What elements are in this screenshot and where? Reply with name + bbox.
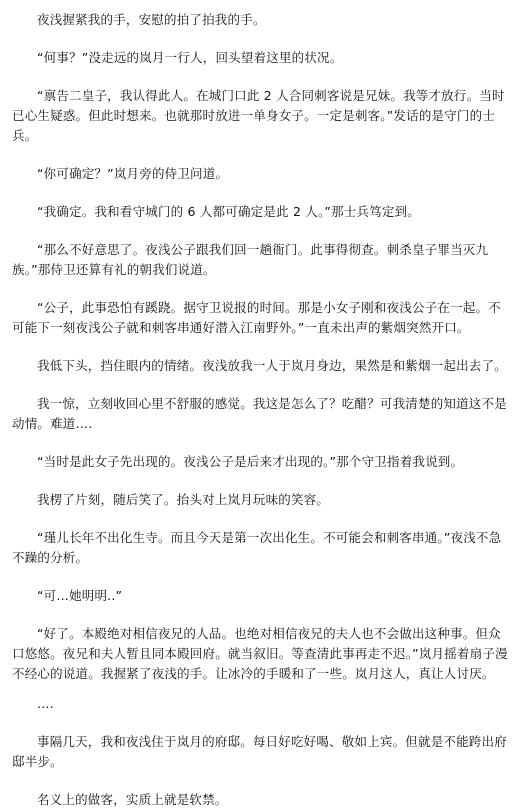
paragraph: 我低下头，挡住眼内的情绪。夜浅放我一人于岚月身边，果然是和紫烟一起出去了。: [37, 358, 507, 373]
paragraph: “好了。本殿绝对相信夜兄的人品。也绝对相信夜兄的夫人也不会做出这种事。但众口悠悠。夜兄和夫人暂且同本殿回府。就当叙旧。等查清此事再走不迟。”岚月摇着扇子漫不经心的说道。我握紧了夜浅的手。让冰冷的手暖和了一些。岚月这人，真让人讨厌。: [12, 626, 508, 681]
ellipsis-paragraph: ….: [37, 696, 54, 711]
paragraph: 事隔几天，我和夜浅住于岚月的府邸。每日好吃好喝、敬如上宾。但就是不能跨出府邸半步。: [12, 734, 507, 769]
paragraph: “公子，此事恐怕有蹊跷。据守卫说报的时间。那是小女子刚和夜浅公子在一起。不可能下一刻夜浅公子就和刺客串通好潜入江南野外。”一直未出声的紫烟突然开口。: [12, 300, 501, 335]
paragraph: “瑾儿长年不出化生寺。而且今天是第一次出化生。不可能会和刺客串通。”夜浅不急不躁的分析。: [12, 530, 502, 565]
paragraph: “当时是此女子先出现的。夜浅公子是后来才出现的。”那个守卫指着我说到。: [37, 454, 464, 469]
paragraph: 名义上的做客，实质上就是软禁。: [37, 792, 228, 807]
paragraph: 我一惊，立刻收回心里不舒服的感觉。我这是怎么了？吃醋？可我清楚的知道这不是动情。难道….: [12, 396, 507, 431]
paragraph: “那么不好意思了。夜浅公子跟我们回一趟衙门。此事得彻查。刺杀皇子罪当灭九族。”那侍卫还算有礼的朝我们说道。: [12, 242, 489, 277]
paragraph: “你可确定？”岚月旁的侍卫问道。: [37, 166, 229, 181]
paragraph: “何事？”没走远的岚月一行人，回头望着这里的状况。: [37, 50, 343, 65]
paragraph: 我楞了片刻，随后笑了。抬头对上岚月玩味的笑容。: [37, 492, 330, 507]
paragraph: “禀告二皇子，我认得此人。在城门口此 2 人合同刺客说是兄妹。我等才放行。当时已心生疑惑。但此时想来。也就那时放进一单身女子。一定是刺客。”发话的是守门的士兵。: [12, 88, 505, 143]
paragraph: “我确定。我和看守城门的 6 人都可确定是此 2 人。”那士兵笃定到。: [37, 204, 421, 219]
paragraph: 夜浅握紧我的手，安慰的拍了拍我的手。: [37, 12, 266, 27]
paragraph: “可…她明明..”: [37, 588, 123, 603]
